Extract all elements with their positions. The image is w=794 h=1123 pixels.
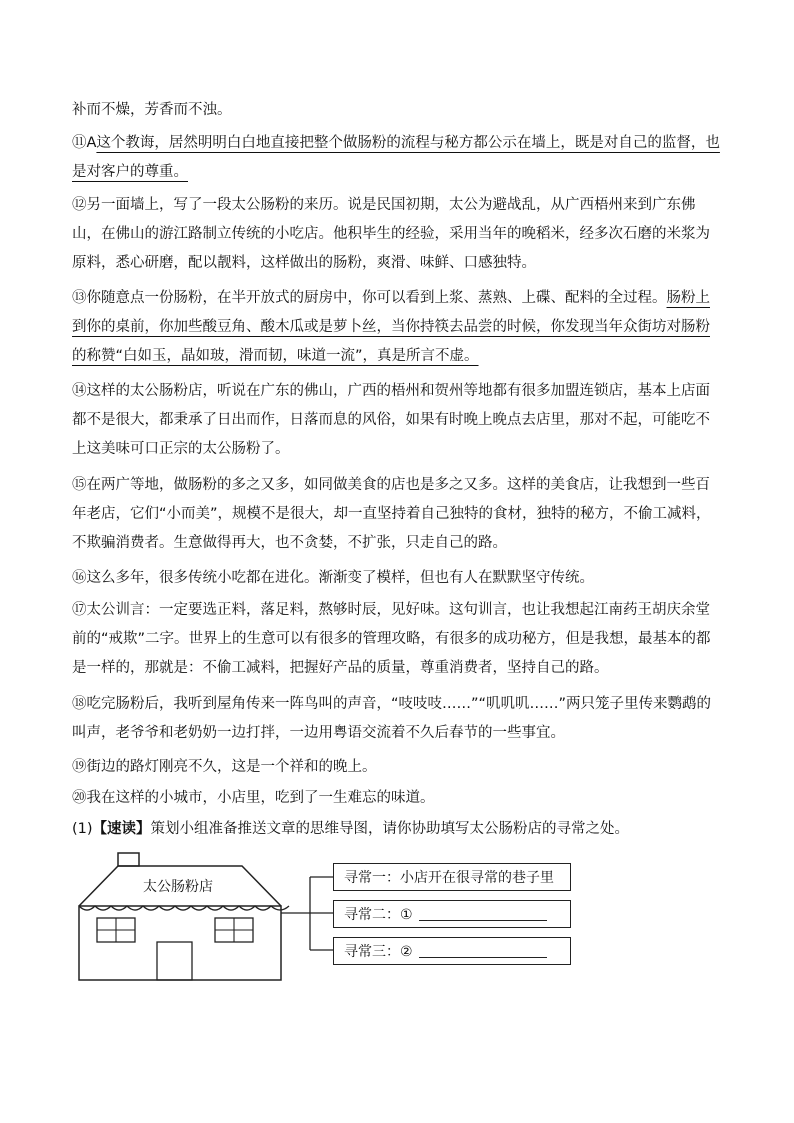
- paragraph-text: 你随意点一份肠粉，在半开放式的厨房中，你可以看到上浆、蒸熟、上碟、配料的全过程。: [86, 290, 667, 306]
- underlined-sentence: 这个教诲，居然明明白白地直接把整个做肠粉的流程与秘方都公示在墙上，既是对自己的监督，也是对客户的尊重。: [72, 135, 720, 180]
- underlined-sentence: 肠粉上到你的桌前，你加些酸豆角、酸木瓜或是萝卜丝，当你持筷去品尝的时候，你发现当年众街坊对肠粉的称赞“白如玉，晶如玻，滑而韧，味道一流”，真是所言不虚。: [72, 290, 710, 364]
- paragraph-number: ⑬: [72, 290, 87, 306]
- paragraph-number: ⑲: [72, 759, 87, 775]
- mindmap-item-1: [333, 863, 571, 891]
- question-tag: 【速读】: [92, 821, 151, 837]
- paragraph-text: 在两广等地，做肠粉的多之又多，如同做美食的店也是多之又多。这样的美食店，让我想到一些百年老店，它们“小而美”，规模不是很大，却一直坚持着自己独特的食材，独特的秘方，不偷工减料，不欺骗消费者。生意做得再大，也不贪婪，不扩张，只走自己的路。: [72, 477, 711, 551]
- paragraph-text: 吃完肠粉后，我听到屋角传来一阵鸟叫的声音，“吱吱吱……”“叽叽叽……”两只笼子里传来鹦鹉的叫声，老爷爷和老奶奶一边打拌，一边用粤语交流着不久后春节的一些事宜。: [72, 696, 712, 741]
- mindmap-item-3: [333, 937, 571, 965]
- item-label: 寻常一：小店开在很寻常的巷子里: [344, 870, 554, 886]
- door: [157, 942, 192, 980]
- paragraph-text: 这么多年，很多传统小吃都在进化。渐渐变了模样，但也有人在默默坚守传统。: [86, 570, 594, 586]
- paragraph-text: 我在这样的小城市，小店里，吃到了一生难忘的味道。: [86, 790, 435, 806]
- question-prompt: 策划小组准备推送文章的思维导图，请你协助填写太公肠粉店的寻常之处。: [150, 821, 630, 837]
- answer-blank[interactable]: [419, 904, 547, 921]
- paragraph-text: 另一面墙上，写了一段太公肠粉的来历。说是民国初期，太公为避战乱，从广西梧州来到广东佛山，在佛山的游江路制立传统的小吃店。他积毕生的经验，采用当年的晚稻米，经多次石磨的米浆为原料，悉心研磨，配以靓料，这样做出的肠粉，爽滑、味鲜、口感独特。: [72, 197, 710, 271]
- paragraph-number: ⑭: [72, 383, 87, 399]
- paragraph-number: ⑫: [72, 197, 87, 213]
- paragraph-text: 街边的路灯刚亮不久，这是一个祥和的晚上。: [86, 759, 377, 775]
- paragraph-number: ⑰: [72, 602, 87, 618]
- house-wall: [79, 906, 281, 980]
- mindmap-item-2: [333, 900, 571, 928]
- answer-blank[interactable]: [419, 941, 547, 958]
- house-label: 太公肠粉店: [143, 879, 213, 895]
- paragraph-number: ⑮: [72, 477, 87, 493]
- paragraph-text: 太公训言：一定要选正料，落足料，熬够时辰，见好味。这句训言，也让我想起江南药王胡庆余堂前的“戒欺”二字。世界上的生意可以有很多的管理攻略，有很多的成功秘方，但是我想，最基本的都是一样的，那就是：不偷工减料，把握好产品的质量，尊重消费者，坚持自己的路。: [72, 602, 711, 676]
- paragraph-number: ⑪: [72, 135, 87, 151]
- paragraph-number: ⑯: [72, 570, 87, 586]
- question-number: (1): [72, 821, 93, 837]
- item-label: 寻常二：①: [344, 907, 413, 923]
- chimney: [118, 853, 139, 866]
- item-label: 寻常三：②: [344, 944, 413, 960]
- paragraph-number: ⑳: [72, 790, 87, 806]
- paragraph-text: 这样的太公肠粉店，听说在广东的佛山，广西的梧州和贺州等地都有很多加盟连锁店，基本上店面都不是很大，都秉承了日出而作，日落而息的风俗，如果有时晚上晚点去店里，那对不起，可能吃不上这美味可口正宗的太公肠粉了。: [72, 383, 710, 457]
- paragraph-text: 补而不燥，芳香而不浊。: [72, 102, 232, 118]
- marker-a: A: [86, 135, 97, 151]
- paragraph-number: ⑱: [72, 696, 87, 712]
